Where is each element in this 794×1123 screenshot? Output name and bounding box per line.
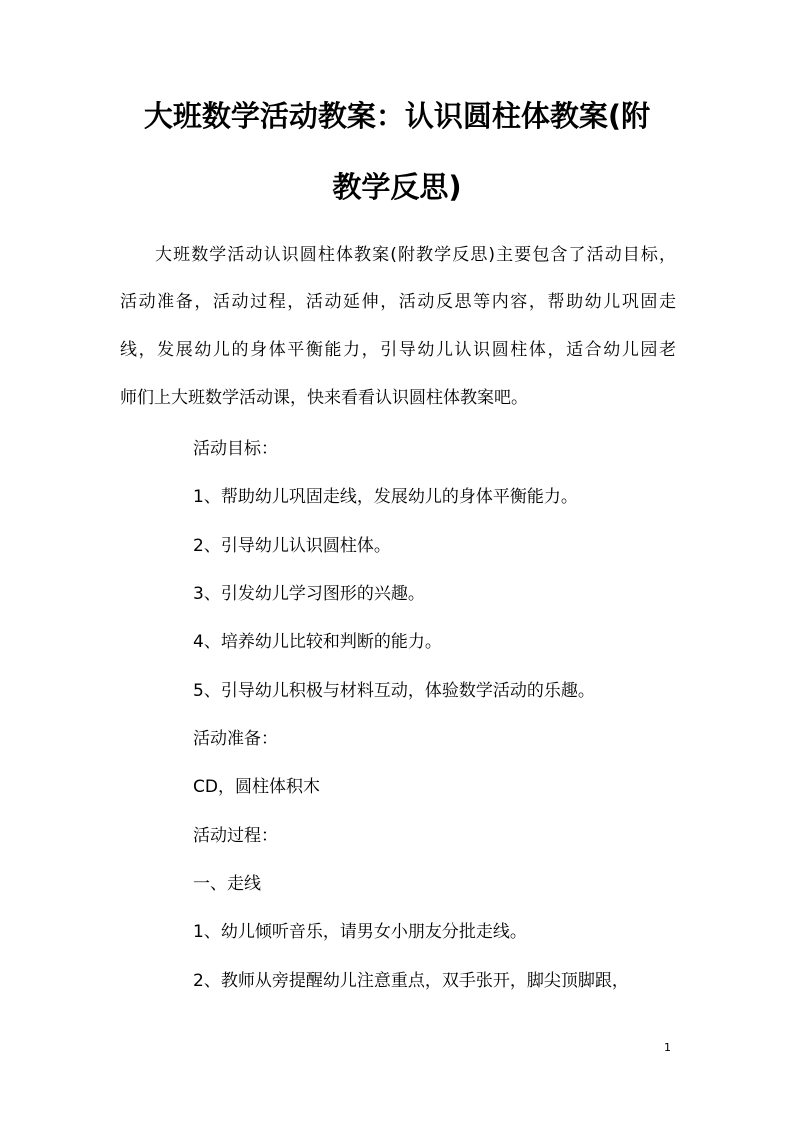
intro-line: 线，发展幼儿的身体平衡能力，引导幼儿认识圆柱体，适合幼儿园老 [120,340,676,360]
document-title-line-1: 大班数学活动教案：认识圆柱体教案(附 [143,99,651,133]
section-heading-goals: 活动目标： [193,439,278,459]
goal-item: 4、培养幼儿比较和判断的能力。 [193,632,442,652]
section-heading-process: 活动过程： [193,826,278,846]
intro-line: 师们上大班数学活动课，快来看看认识圆柱体教案吧。 [120,388,528,408]
process-item: 1、幼儿倾听音乐，请男女小朋友分批走线。 [193,922,527,942]
page-number: 1 [664,1041,671,1054]
intro-line: 大班数学活动认识圆柱体教案(附教学反思)主要包含了活动目标， [155,245,676,265]
goal-item: 5、引导幼儿积极与材料互动，体验数学活动的乐趣。 [193,681,595,701]
document-title-line-2: 教学反思) [332,170,462,204]
section-heading-preparation: 活动准备： [193,729,278,749]
goal-item: 3、引发幼儿学习图形的兴趣。 [193,584,425,604]
preparation-item: CD，圆柱体积木 [193,777,320,797]
goal-item: 2、引导幼儿认识圆柱体。 [193,536,391,556]
intro-line: 活动准备，活动过程，活动延伸，活动反思等内容，帮助幼儿巩固走 [120,292,676,312]
process-subheading: 一、走线 [193,874,261,894]
process-item: 2、教师从旁提醒幼儿注意重点，双手张开，脚尖顶脚跟， [193,971,629,991]
goal-item: 1、帮助幼儿巩固走线，发展幼儿的身体平衡能力。 [193,487,578,507]
